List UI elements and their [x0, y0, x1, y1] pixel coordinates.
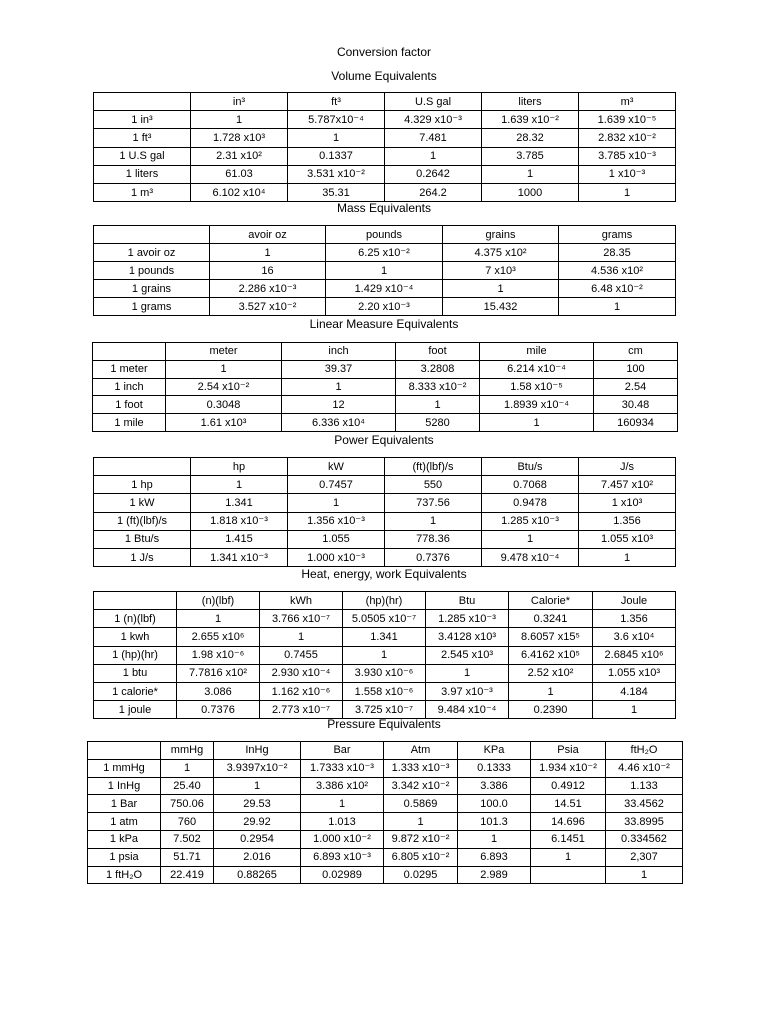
column-header: Calorie* — [509, 592, 593, 610]
table-cell: 0.1333 — [458, 759, 531, 777]
corner-cell — [94, 592, 177, 610]
table-cell: 1.934 x10⁻² — [531, 759, 606, 777]
power-equivalents-table — [93, 457, 676, 567]
table-cell: 4.46 x10⁻² — [606, 759, 683, 777]
table-cell: 3.9397x10⁻² — [214, 759, 301, 777]
table-cell: 1 — [288, 494, 385, 512]
table-cell: 1 — [214, 777, 301, 795]
table-cell: 7.481 — [385, 129, 482, 147]
table-row — [88, 830, 683, 848]
table-cell: 1 — [482, 165, 579, 183]
table-cell: 3.930 x10⁻⁶ — [343, 664, 426, 682]
table-cell: 0.5869 — [384, 795, 458, 813]
table-row — [88, 759, 683, 777]
header-row — [93, 343, 678, 361]
table-cell: 29.92 — [214, 813, 301, 831]
table-cell: 1 — [343, 646, 426, 664]
table-cell: 8.6057 x15⁵ — [509, 628, 593, 646]
table-cell: 5.0505 x10⁻⁷ — [343, 610, 426, 628]
table-cell: 3.527 x10⁻² — [210, 298, 326, 316]
table-row — [94, 664, 676, 682]
table-cell: 1 — [260, 628, 343, 646]
table-cell: 6.1451 — [531, 830, 606, 848]
row-header: 1 ftH₂O — [88, 866, 161, 884]
table-cell: 0.2390 — [509, 701, 593, 719]
table-cell: 1 — [161, 759, 214, 777]
header-row — [94, 458, 676, 476]
table-cell: 1.341 x10⁻³ — [191, 548, 288, 566]
header-row — [94, 93, 676, 111]
volume-equivalents-table — [93, 92, 676, 202]
row-header: 1 foot — [93, 396, 166, 414]
table-cell: 1.000 x10⁻² — [301, 830, 384, 848]
row-header: 1 in³ — [94, 111, 191, 129]
table-cell: 1.639 x10⁻² — [482, 111, 579, 129]
column-header: liters — [482, 93, 579, 111]
table-cell: 22.419 — [161, 866, 214, 884]
table-cell: 1 — [593, 701, 676, 719]
table-cell: 0.88265 — [214, 866, 301, 884]
table-cell: 3.531 x10⁻² — [288, 165, 385, 183]
column-header: Psia — [531, 742, 606, 760]
row-header: 1 mmHg — [88, 759, 161, 777]
row-header: 1 Bar — [88, 795, 161, 813]
table-cell: 1000 — [482, 183, 579, 201]
header-row — [94, 592, 676, 610]
table-cell: 1.415 — [191, 530, 288, 548]
table-cell: 28.35 — [559, 244, 676, 262]
table-cell: 1.558 x10⁻⁶ — [343, 682, 426, 700]
table-cell: 15.432 — [443, 298, 559, 316]
row-header: 1 (hp)(hr) — [94, 646, 177, 664]
table-cell: 1.341 — [191, 494, 288, 512]
column-header: pounds — [326, 226, 443, 244]
table-cell: 2.54 — [594, 378, 678, 396]
pressure-equivalents-table — [87, 741, 683, 884]
table-cell: 1.341 — [343, 628, 426, 646]
table-cell: 1.429 x10⁻⁴ — [326, 280, 443, 298]
table-row — [94, 476, 676, 494]
row-header: 1 meter — [93, 360, 166, 378]
page-title: Conversion factor — [336, 45, 432, 59]
column-header: Atm — [384, 742, 458, 760]
header-row — [88, 742, 683, 760]
column-header: KPa — [458, 742, 531, 760]
table-cell: 0.4912 — [531, 777, 606, 795]
table-cell: 100 — [594, 360, 678, 378]
table-row — [88, 866, 683, 884]
table-cell: 1.8939 x10⁻⁴ — [480, 396, 594, 414]
table-cell: 1 x10⁻³ — [579, 165, 676, 183]
table-cell: 61.03 — [191, 165, 288, 183]
table-cell: 6.102 x10⁴ — [191, 183, 288, 201]
table-row — [88, 777, 683, 795]
table-cell: 760 — [161, 813, 214, 831]
table-cell: 3.2808 — [396, 360, 480, 378]
column-header: J/s — [579, 458, 676, 476]
table-row — [88, 848, 683, 866]
corner-cell — [88, 742, 161, 760]
table-cell: 1 — [579, 183, 676, 201]
table-cell: 6.48 x10⁻² — [559, 280, 676, 298]
power-equivalents-title: Power Equivalents — [334, 433, 434, 447]
column-header: kWh — [260, 592, 343, 610]
table-cell: 0.2954 — [214, 830, 301, 848]
table-cell: 3.725 x10⁻⁷ — [343, 701, 426, 719]
table-cell: 1 — [458, 830, 531, 848]
table-row — [94, 646, 676, 664]
table-row — [94, 262, 676, 280]
row-header: 1 kPa — [88, 830, 161, 848]
table-cell: 1.013 — [301, 813, 384, 831]
row-header: 1 joule — [94, 701, 177, 719]
table-cell: 3.766 x10⁻⁷ — [260, 610, 343, 628]
table-row — [94, 111, 676, 129]
column-header: (n)(lbf) — [177, 592, 260, 610]
table-cell: 0.7376 — [177, 701, 260, 719]
row-header: 1 hp — [94, 476, 191, 494]
table-row — [94, 494, 676, 512]
column-header: mile — [480, 343, 594, 361]
table-cell: 264.2 — [385, 183, 482, 201]
column-header: Bar — [301, 742, 384, 760]
column-header: hp — [191, 458, 288, 476]
table-cell: 8.333 x10⁻² — [396, 378, 480, 396]
table-row — [94, 183, 676, 201]
table-cell: 1.356 — [579, 512, 676, 530]
table-cell: 1.285 x10⁻³ — [482, 512, 579, 530]
table-cell: 7 x10³ — [443, 262, 559, 280]
column-header: grams — [559, 226, 676, 244]
table-cell: 3.785 x10⁻³ — [579, 147, 676, 165]
table-row — [94, 682, 676, 700]
row-header: 1 btu — [94, 664, 177, 682]
table-cell: 1 — [384, 813, 458, 831]
mass-equivalents-title: Mass Equivalents — [336, 201, 432, 215]
mass-equivalents-table — [93, 225, 676, 316]
table-cell: 16 — [210, 262, 326, 280]
table-cell: 1.58 x10⁻⁵ — [480, 378, 594, 396]
table-cell: 6.214 x10⁻⁴ — [480, 360, 594, 378]
table-cell: 6.336 x10⁴ — [282, 414, 396, 432]
column-header: Btu — [426, 592, 509, 610]
column-header: inch — [282, 343, 396, 361]
table-cell: 5280 — [396, 414, 480, 432]
table-cell: 51.71 — [161, 848, 214, 866]
column-header: avoir oz — [210, 226, 326, 244]
row-header: 1 J/s — [94, 548, 191, 566]
table-cell: 3.4128 x10³ — [426, 628, 509, 646]
table-cell: 1.133 — [606, 777, 683, 795]
column-header: in³ — [191, 93, 288, 111]
table-row — [93, 396, 678, 414]
column-header: ft³ — [288, 93, 385, 111]
row-header: 1 m³ — [94, 183, 191, 201]
table-cell: 29.53 — [214, 795, 301, 813]
table-row — [93, 414, 678, 432]
row-header: 1 avoir oz — [94, 244, 210, 262]
table-cell: 2.016 — [214, 848, 301, 866]
table-cell: 1 — [579, 548, 676, 566]
row-header: 1 liters — [94, 165, 191, 183]
table-cell: 3.785 — [482, 147, 579, 165]
linear-equivalents-title: Linear Measure Equivalents — [309, 317, 459, 331]
table-cell: 1.818 x10⁻³ — [191, 512, 288, 530]
row-header: 1 inch — [93, 378, 166, 396]
table-cell: 28.32 — [482, 129, 579, 147]
table-cell: 4.184 — [593, 682, 676, 700]
column-header: U.S gal — [385, 93, 482, 111]
table-cell: 1 — [385, 512, 482, 530]
table-cell: 1 — [301, 795, 384, 813]
table-cell: 7.457 x10² — [579, 476, 676, 494]
column-header: InHg — [214, 742, 301, 760]
table-cell: 2.286 x10⁻³ — [210, 280, 326, 298]
row-header: 1 (ft)(lbf)/s — [94, 512, 191, 530]
table-cell: 1 — [480, 414, 594, 432]
table-cell: 1 — [426, 664, 509, 682]
table-cell: 1.055 x10³ — [593, 664, 676, 682]
table-row — [94, 129, 676, 147]
table-row — [94, 610, 676, 628]
table-cell: 12 — [282, 396, 396, 414]
row-header: 1 kwh — [94, 628, 177, 646]
table-cell: 1 — [509, 682, 593, 700]
table-row — [93, 378, 678, 396]
row-header: 1 U.S gal — [94, 147, 191, 165]
table-cell: 5.787x10⁻⁴ — [288, 111, 385, 129]
table-cell: 2.54 x10⁻² — [166, 378, 282, 396]
heat-equivalents-title: Heat, energy, work Equivalents — [301, 567, 467, 581]
table-row — [94, 280, 676, 298]
table-cell: 3.6 x10⁴ — [593, 628, 676, 646]
table-row — [94, 512, 676, 530]
table-cell: 778.36 — [385, 530, 482, 548]
table-row — [94, 530, 676, 548]
table-cell: 1 — [288, 129, 385, 147]
row-header: 1 mile — [93, 414, 166, 432]
table-cell: 0.9478 — [482, 494, 579, 512]
table-cell: 1 — [326, 262, 443, 280]
table-cell: 39.37 — [282, 360, 396, 378]
header-row — [94, 226, 676, 244]
table-cell: 1.055 x10³ — [579, 530, 676, 548]
table-cell: 101.3 — [458, 813, 531, 831]
table-cell: 0.2642 — [385, 165, 482, 183]
table-cell: 7.502 — [161, 830, 214, 848]
table-cell: 1 — [385, 147, 482, 165]
row-header: 1 grains — [94, 280, 210, 298]
table-cell: 750.06 — [161, 795, 214, 813]
table-cell: 1.98 x10⁻⁶ — [177, 646, 260, 664]
table-cell: 0.3241 — [509, 610, 593, 628]
column-header: (ft)(lbf)/s — [385, 458, 482, 476]
table-cell: 1 — [606, 866, 683, 884]
table-cell: 9.484 x10⁻⁴ — [426, 701, 509, 719]
pressure-equivalents-title: Pressure Equivalents — [327, 717, 441, 731]
row-header: 1 kW — [94, 494, 191, 512]
column-header: kW — [288, 458, 385, 476]
table-cell: 2.832 x10⁻² — [579, 129, 676, 147]
row-header: 1 (n)(lbf) — [94, 610, 177, 628]
table-row — [88, 813, 683, 831]
corner-cell — [93, 343, 166, 361]
table-cell: 33.8995 — [606, 813, 683, 831]
table-cell: 6.893 — [458, 848, 531, 866]
table-cell: 0.7068 — [482, 476, 579, 494]
table-cell: 1.285 x10⁻³ — [426, 610, 509, 628]
corner-cell — [94, 93, 191, 111]
table-cell: 100.0 — [458, 795, 531, 813]
table-row — [88, 795, 683, 813]
table-cell: 2.989 — [458, 866, 531, 884]
table-cell: 0.1337 — [288, 147, 385, 165]
table-cell: 3.386 x10² — [301, 777, 384, 795]
table-cell: 0.334562 — [606, 830, 683, 848]
table-cell: 1 x10³ — [579, 494, 676, 512]
table-cell: 1.055 — [288, 530, 385, 548]
table-cell: 0.02989 — [301, 866, 384, 884]
table-cell: 1 — [210, 244, 326, 262]
table-cell: 14.51 — [531, 795, 606, 813]
table-cell: 0.7455 — [260, 646, 343, 664]
corner-cell — [94, 226, 210, 244]
table-cell: 7.7816 x10² — [177, 664, 260, 682]
table-cell: 1.000 x10⁻³ — [288, 548, 385, 566]
table-cell: 1 — [559, 298, 676, 316]
table-cell: 9.478 x10⁻⁴ — [482, 548, 579, 566]
table-row — [94, 147, 676, 165]
table-cell: 1 — [482, 530, 579, 548]
table-cell: 2.31 x10² — [191, 147, 288, 165]
table-cell: 1.356 x10⁻³ — [288, 512, 385, 530]
linear-equivalents-table — [92, 342, 678, 432]
table-cell: 1.162 x10⁻⁶ — [260, 682, 343, 700]
table-cell: 0.7457 — [288, 476, 385, 494]
table-cell: 2.545 x10³ — [426, 646, 509, 664]
table-cell: 30.48 — [594, 396, 678, 414]
column-header: foot — [396, 343, 480, 361]
table-cell: 2.6845 x10⁶ — [593, 646, 676, 664]
table-cell: 2.773 x10⁻⁷ — [260, 701, 343, 719]
column-header: Joule — [593, 592, 676, 610]
row-header: 1 Btu/s — [94, 530, 191, 548]
table-cell: 160934 — [594, 414, 678, 432]
table-cell: 1.356 — [593, 610, 676, 628]
table-cell: 1 — [166, 360, 282, 378]
table-cell: 1 — [531, 848, 606, 866]
table-cell: 2.20 x10⁻³ — [326, 298, 443, 316]
table-cell: 1 — [177, 610, 260, 628]
table-cell: 6.25 x10⁻² — [326, 244, 443, 262]
table-cell: 1 — [396, 396, 480, 414]
table-row — [94, 244, 676, 262]
table-cell: 1.333 x10⁻³ — [384, 759, 458, 777]
table-cell: 4.329 x10⁻³ — [385, 111, 482, 129]
table-cell: 6.4162 x10⁵ — [509, 646, 593, 664]
table-cell: 6.805 x10⁻² — [384, 848, 458, 866]
corner-cell — [94, 458, 191, 476]
row-header: 1 atm — [88, 813, 161, 831]
table-row — [94, 548, 676, 566]
table-cell: 0.3048 — [166, 396, 282, 414]
volume-equivalents-title: Volume Equivalents — [331, 69, 437, 83]
table-cell: 1 — [443, 280, 559, 298]
column-header: cm — [594, 343, 678, 361]
row-header: 1 ft³ — [94, 129, 191, 147]
table-cell: 0.7376 — [385, 548, 482, 566]
table-cell: 2.930 x10⁻⁴ — [260, 664, 343, 682]
table-cell: 2,307 — [606, 848, 683, 866]
table-cell: 25.40 — [161, 777, 214, 795]
table-cell: 35.31 — [288, 183, 385, 201]
column-header: mmHg — [161, 742, 214, 760]
row-header: 1 InHg — [88, 777, 161, 795]
table-row — [94, 628, 676, 646]
table-cell: 1.728 x10³ — [191, 129, 288, 147]
column-header: meter — [166, 343, 282, 361]
table-cell: 4.536 x10² — [559, 262, 676, 280]
heat-equivalents-table — [93, 591, 676, 719]
table-cell: 1 — [282, 378, 396, 396]
table-cell: 1.61 x10³ — [166, 414, 282, 432]
table-cell: 737.56 — [385, 494, 482, 512]
table-cell: 33.4562 — [606, 795, 683, 813]
table-cell: 2.52 x10² — [509, 664, 593, 682]
table-cell: 1 — [191, 476, 288, 494]
column-header: grains — [443, 226, 559, 244]
row-header: 1 pounds — [94, 262, 210, 280]
table-cell: 9.872 x10⁻² — [384, 830, 458, 848]
table-cell: 1.639 x10⁻⁵ — [579, 111, 676, 129]
table-cell: 550 — [385, 476, 482, 494]
table-cell: 14.696 — [531, 813, 606, 831]
table-cell: 0.0295 — [384, 866, 458, 884]
table-row — [94, 298, 676, 316]
table-row — [94, 165, 676, 183]
column-header: ftH₂O — [606, 742, 683, 760]
table-cell: 1.7333 x10⁻³ — [301, 759, 384, 777]
table-cell: 3.97 x10⁻³ — [426, 682, 509, 700]
table-cell — [531, 866, 606, 884]
table-cell: 4.375 x10² — [443, 244, 559, 262]
table-cell: 3.086 — [177, 682, 260, 700]
table-cell: 3.386 — [458, 777, 531, 795]
row-header: 1 grams — [94, 298, 210, 316]
table-row — [93, 360, 678, 378]
table-cell: 3.342 x10⁻² — [384, 777, 458, 795]
column-header: Btu/s — [482, 458, 579, 476]
table-cell: 6.893 x10⁻³ — [301, 848, 384, 866]
table-cell: 2.655 x10⁶ — [177, 628, 260, 646]
table-cell: 1 — [191, 111, 288, 129]
row-header: 1 psia — [88, 848, 161, 866]
column-header: (hp)(hr) — [343, 592, 426, 610]
column-header: m³ — [579, 93, 676, 111]
row-header: 1 calorie* — [94, 682, 177, 700]
